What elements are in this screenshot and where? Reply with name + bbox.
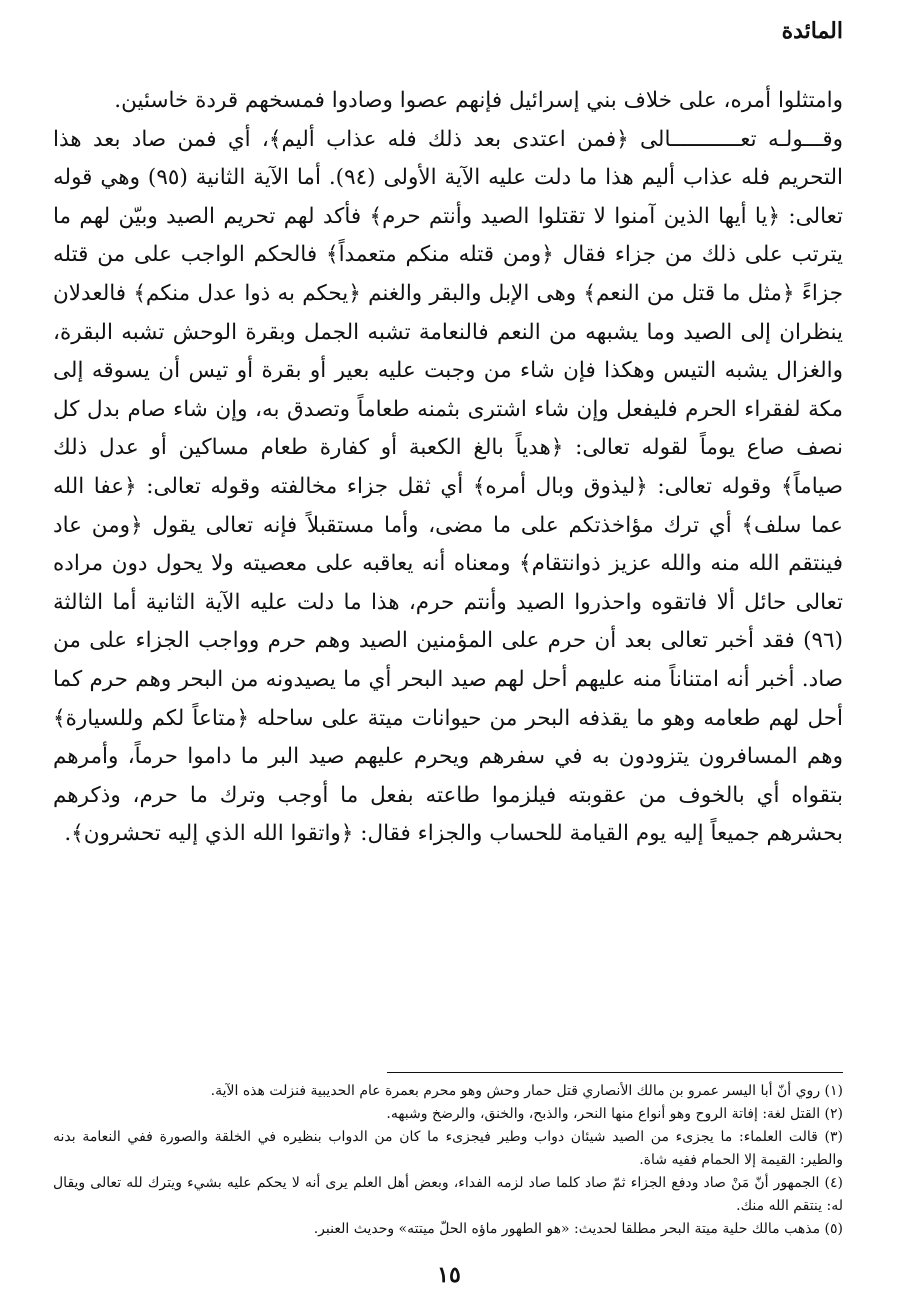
footnote-divider xyxy=(387,1072,843,1073)
footnote-2: (٢) القتل لغة: إفاتة الروح وهو أنواع منها النحر، والذبح، والخنق، والرضخ وشبهه. xyxy=(386,1106,843,1122)
footnote-1: (١) روي أنّ أبا اليسر عمرو بن مالك الأنصاري قتل حمار وحش وهو محرم بعمرة عام الحديبية فنزلت هذه الآية. xyxy=(210,1083,843,1099)
running-head: المائدة xyxy=(781,18,843,44)
paragraph: وقـــولـه تعـــــــــــالى ﴿فمن اعتدى بعد ذلك فله عذاب أليم﴾، أي فمن صاد بعد هذا التحريم فله عذاب أليم هذا ما دلت عليه الآية الأولى (٩٤). أما الآية الثانية (٩٥) وهي قوله تعالى: ﴿يا أيها الذين آمنوا لا تقتلوا الصيد وأنتم حرم﴾ فأكد لهم تحريم الصيد وبيّن لهم ما يترتب على ذلك من جزاء فقال ﴿ومن قتله منكم متعمداً﴾ فالحكم الواجب على من قتله جزاءً ﴿مثل ما قتل من النعم﴾ وهى الإبل والبقر والغنم ﴿يحكم به ذوا عدل منكم﴾ فالعدلان ينظران إلى الصيد وما يشبهه من النعم فالنعامة تشبه الجمل وبقرة الوحش تشبه البقرة، والغزال يشبه التيس وهكذا فإن شاء من وجبت عليه بعير أو بقرة أو تيس أن يسوقه إلى مكة لفقراء الحرم فليفعل وإن شاء اشترى بثمنه طعاماً وتصدق به، وإن شاء صام بدل كل نصف صاع يوماً لقوله تعالى: ﴿هدياً بالغ الكعبة أو كفارة طعام مساكين أو عدل ذلك صياماً﴾ وقوله تعالى: ﴿ليذوق وبال أمره﴾ أي ثقل جزاء مخالفته وقوله تعالى: ﴿عفا الله عما سلف﴾ أي ترك مؤاخذتكم على ما مضى، وأما مستقبلاً فإنه تعالى يقول ﴿ومن عاد فينتقم الله منه والله عزيز ذوانتقام﴾ ومعناه أنه يعاقبه على معصيته ولا يحول دون مراده تعالى حائل ألا فاتقوه واحذروا الصيد وأنتم حرم، هذا ما دلت عليه الآية الثانية أما الثالثة (٩٦) فقد أخبر تعالى بعد أن حرم على المؤمنين الصيد وهم حرم وواجب الجزاء على من صاد. أخبر أنه امتناناً منه عليهم أحل لهم صيد البحر أي ما يصيدونه من البحر وهم حرم كما أحل لهم طعامه وهو ما يقذفه البحر من حيوانات ميتة على ساحله ﴿متاعاً لكم وللسيارة﴾ وهم المسافرون يتزودون به في سفرهم ويحرم عليهم صيد البر ما داموا حرماً، وأمرهم بتقواه أي بالخوف من عقوبته فيلزموا طاعته بفعل ما أوجب وترك ما حرم، وذكرهم بحشرهم جميعاً إليه يوم القيامة للحساب والجزاء فقال: ﴿واتقوا الله الذي إليه تحشرون﴾. xyxy=(53,126,844,847)
main-text xyxy=(53,82,843,854)
footnote-3: (٣) قالت العلماء: ما يجزىء من الصيد شيئان دواب وطير فيجزىء ما كان من الدواب بنظيره في الخلقة والصورة ففي النعامة بدنه والطير: القيمة إلا الحمام ففيه شاة. xyxy=(53,1129,843,1168)
footnote-4: (٤) الجمهور أنّ مَنْ صاد ودفع الجزاء ثمّ صاد كلما صاد لزمه الفداء، وبعض أهل العلم يرى أنه لا يحكم عليه بشيء ويترك لله تعالى ويقال له: ينتقم الله منك. xyxy=(53,1175,843,1214)
paragraph: وامتثلوا أمره، على خلاف بني إسرائيل فإنهم عصوا وصادوا فمسخهم قردة خاسئين. xyxy=(114,88,843,113)
footnotes xyxy=(53,1080,843,1241)
footnote-5: (٥) مذهب مالك حلية ميتة البحر مطلقا لحديث: «هو الطهور ماؤه الحلّ ميتته» وحديث العنبر. xyxy=(313,1221,843,1237)
page-number: ١٥ xyxy=(437,1262,461,1288)
